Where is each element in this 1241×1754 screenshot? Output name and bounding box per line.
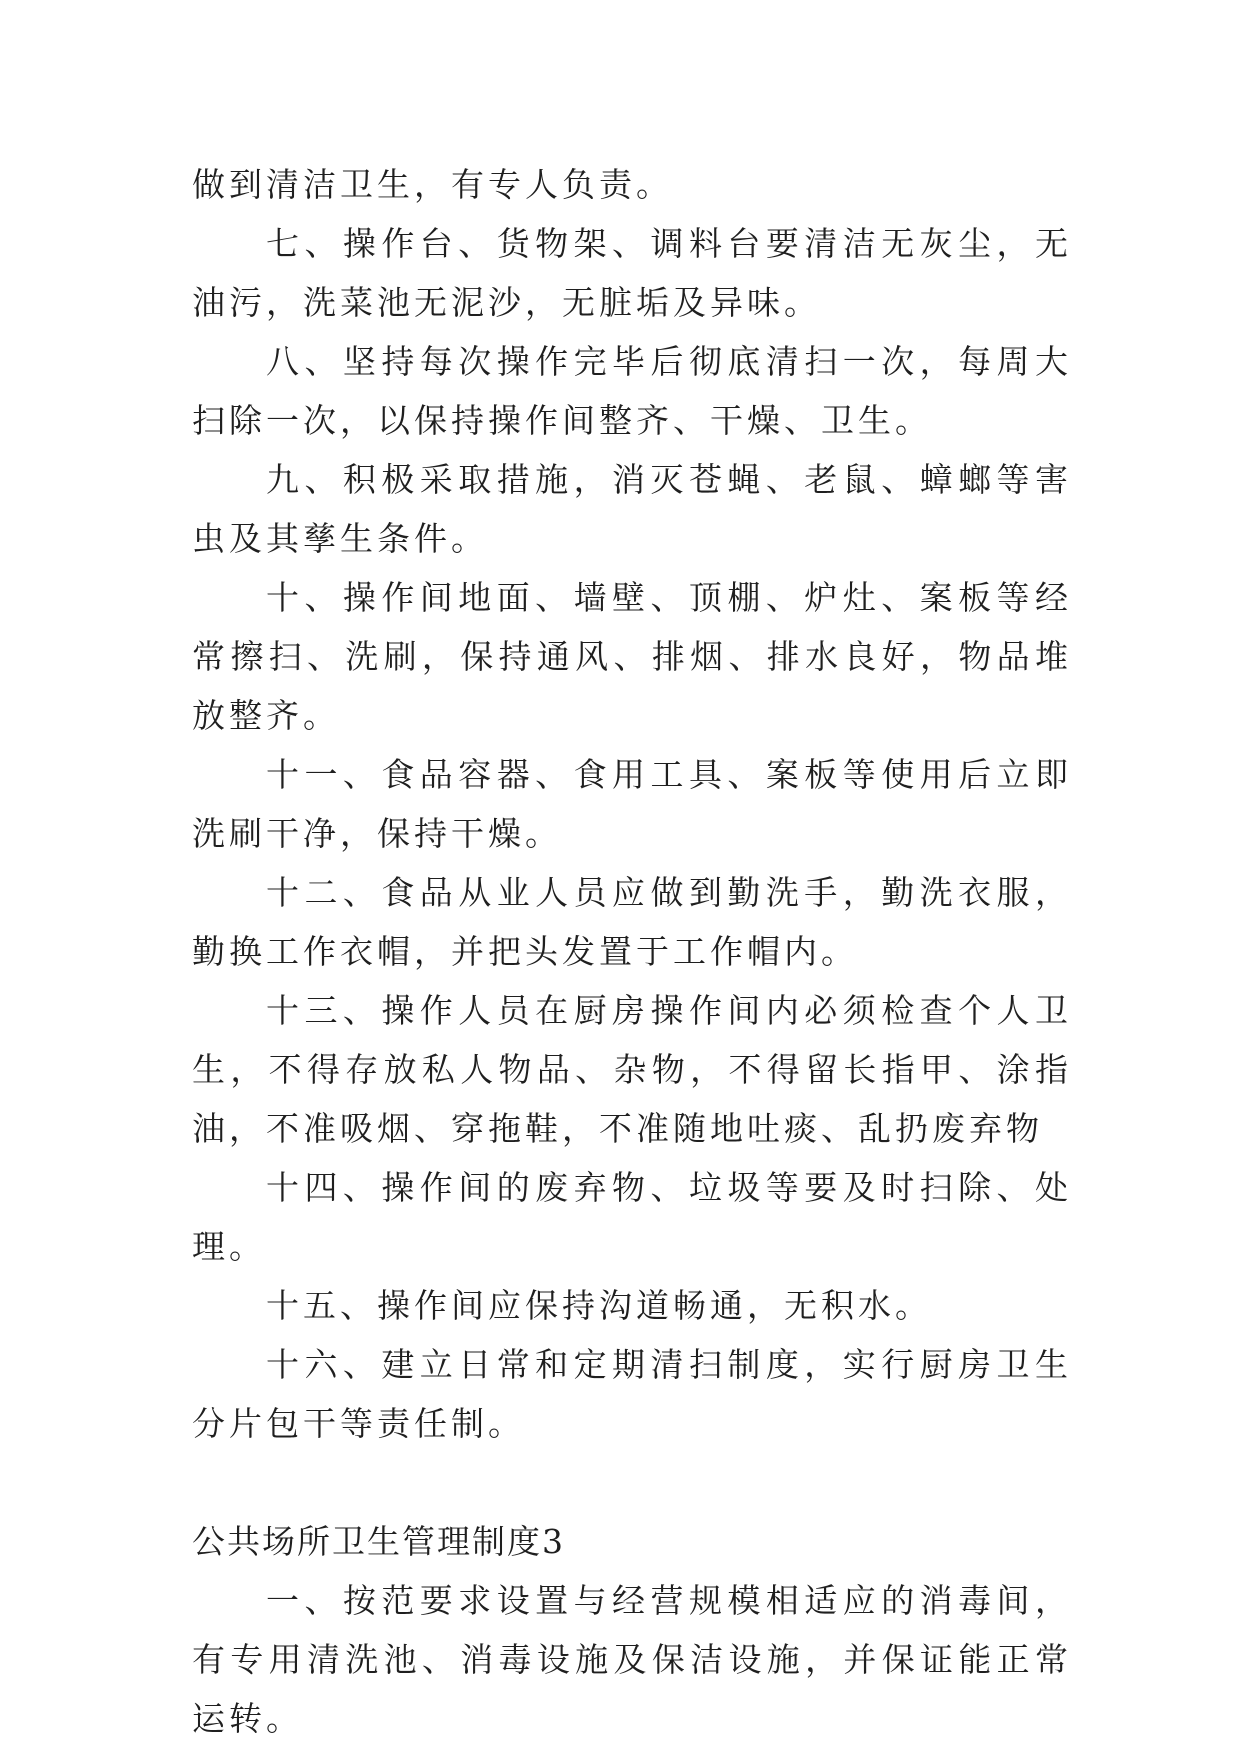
paragraph-item-9: 九、积极采取措施，消灭苍蝇、老鼠、蟑螂等害虫及其孳生条件。 xyxy=(192,460,1072,558)
section-title: 公共场所卫生管理制度3 xyxy=(192,1522,565,1561)
paragraph-item-8: 八、坚持每次操作完毕后彻底清扫一次，每周大扫除一次，以保持操作间整齐、干燥、卫生。 xyxy=(192,342,1072,440)
paragraph-item-7: 七、操作台、货物架、调料台要清洁无灰尘，无油污，洗菜池无泥沙，无脏垢及异味。 xyxy=(192,224,1072,322)
paragraph-item-10: 十、操作间地面、墙壁、顶棚、炉灶、案板等经常擦扫、洗刷，保持通风、排烟、排水良好，物品堆放整齐。 xyxy=(192,578,1072,735)
paragraph-item-11: 十一、食品容器、食用工具、案板等使用后立即洗刷干净，保持干燥。 xyxy=(192,755,1072,853)
document-body xyxy=(192,155,1072,1748)
paragraph-item-12: 十二、食品从业人员应做到勤洗手，勤洗衣服，勤换工作衣帽，并把头发置于工作帽内。 xyxy=(192,873,1072,971)
paragraph-item-15: 十五、操作间应保持沟道畅通，无积水。 xyxy=(266,1286,932,1325)
section-paragraph-1: 一、按范要求设置与经营规模相适应的消毒间，有专用清洗池、消毒设施及保洁设施，并保证能正常运转。 xyxy=(192,1581,1072,1738)
paragraph-item-14: 十四、操作间的废弃物、垃圾等要及时扫除、处理。 xyxy=(192,1168,1072,1266)
paragraph-item-16: 十六、建立日常和定期清扫制度，实行厨房卫生分片包干等责任制。 xyxy=(192,1345,1072,1443)
paragraph-item-13: 十三、操作人员在厨房操作间内必须检查个人卫生，不得存放私人物品、杂物，不得留长指甲、涂指油，不准吸烟、穿拖鞋，不准随地吐痰、乱扔废弃物 xyxy=(192,991,1072,1148)
paragraph-continuation: 做到清洁卫生，有专人负责。 xyxy=(192,165,673,204)
